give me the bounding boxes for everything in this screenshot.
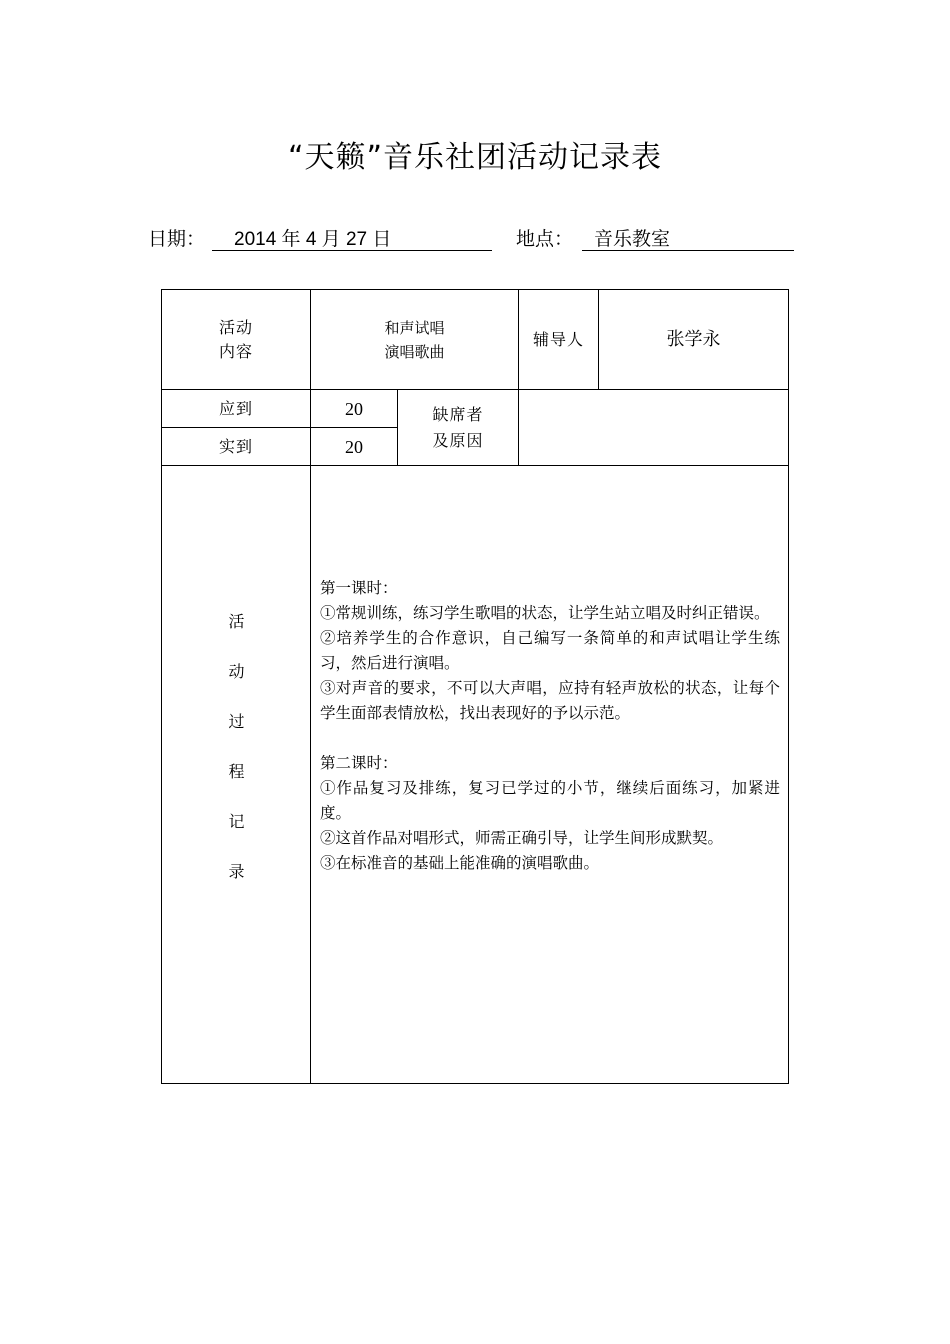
activity-line2: 演唱歌曲 [384,342,445,361]
activity-content [311,290,518,389]
page-title: “天籁”音乐社团活动记录表 [287,140,663,175]
activity-line1: 和声试唱 [384,318,445,337]
location-value: 音乐教室 [594,228,671,250]
process-label-char: 活 [228,612,245,631]
activity-label [162,290,310,389]
absent-label [398,390,518,465]
lesson2-item: ③在标准音的基础上能准确的演唱歌曲。 [320,854,600,872]
process-label-char: 记 [228,812,245,831]
actual-value: 20 [345,436,363,457]
date-value: 2014 年 4 月 27 日 [234,229,392,250]
expected-value: 20 [345,398,363,419]
absent-label-line2: 及原因 [432,430,484,450]
lesson2-item: ②这首作品对唱形式，师需正确引导，让学生间形成默契。 [320,829,724,847]
lesson1-item: ②培养学生的合作意识，自己编写一条简单的和声试唱让学生练习，然后进行演唱。 [320,629,780,672]
date-label: 日期： [148,228,206,250]
activity-label-line1: 活动 [218,317,253,337]
process-label-char: 过 [228,712,245,731]
process-record [320,576,780,876]
tutor-name: 张学永 [666,328,721,350]
absent-value [519,390,788,465]
expected-label: 应到 [218,398,253,418]
date-underline [212,250,492,251]
lesson2-item: ①作品复习及排练，复习已学过的小节，继续后面练习，加紧进度。 [320,779,780,822]
lesson1-title: 第一课时： [320,579,398,597]
actual-label: 实到 [218,436,253,456]
process-label-char: 动 [228,662,245,681]
absent-label-line1: 缺席者 [432,404,484,424]
lesson1-item: ③对声音的要求，不可以大声唱，应持有轻声放松的状态，让每个学生面部表情放松，找出表现好的予以示范。 [320,679,780,722]
location-label: 地点： [516,228,574,250]
activity-label-line2: 内容 [218,341,253,361]
process-label-char: 程 [228,762,245,781]
tutor-label: 辅导人 [532,329,584,349]
process-label [162,610,311,910]
lesson1-item: ①常规训练，练习学生歌唱的状态，让学生站立唱及时纠正错误。 [320,604,770,622]
lesson2-title: 第二课时： [320,754,398,772]
process-label-char: 录 [228,862,245,881]
location-underline [582,250,794,251]
